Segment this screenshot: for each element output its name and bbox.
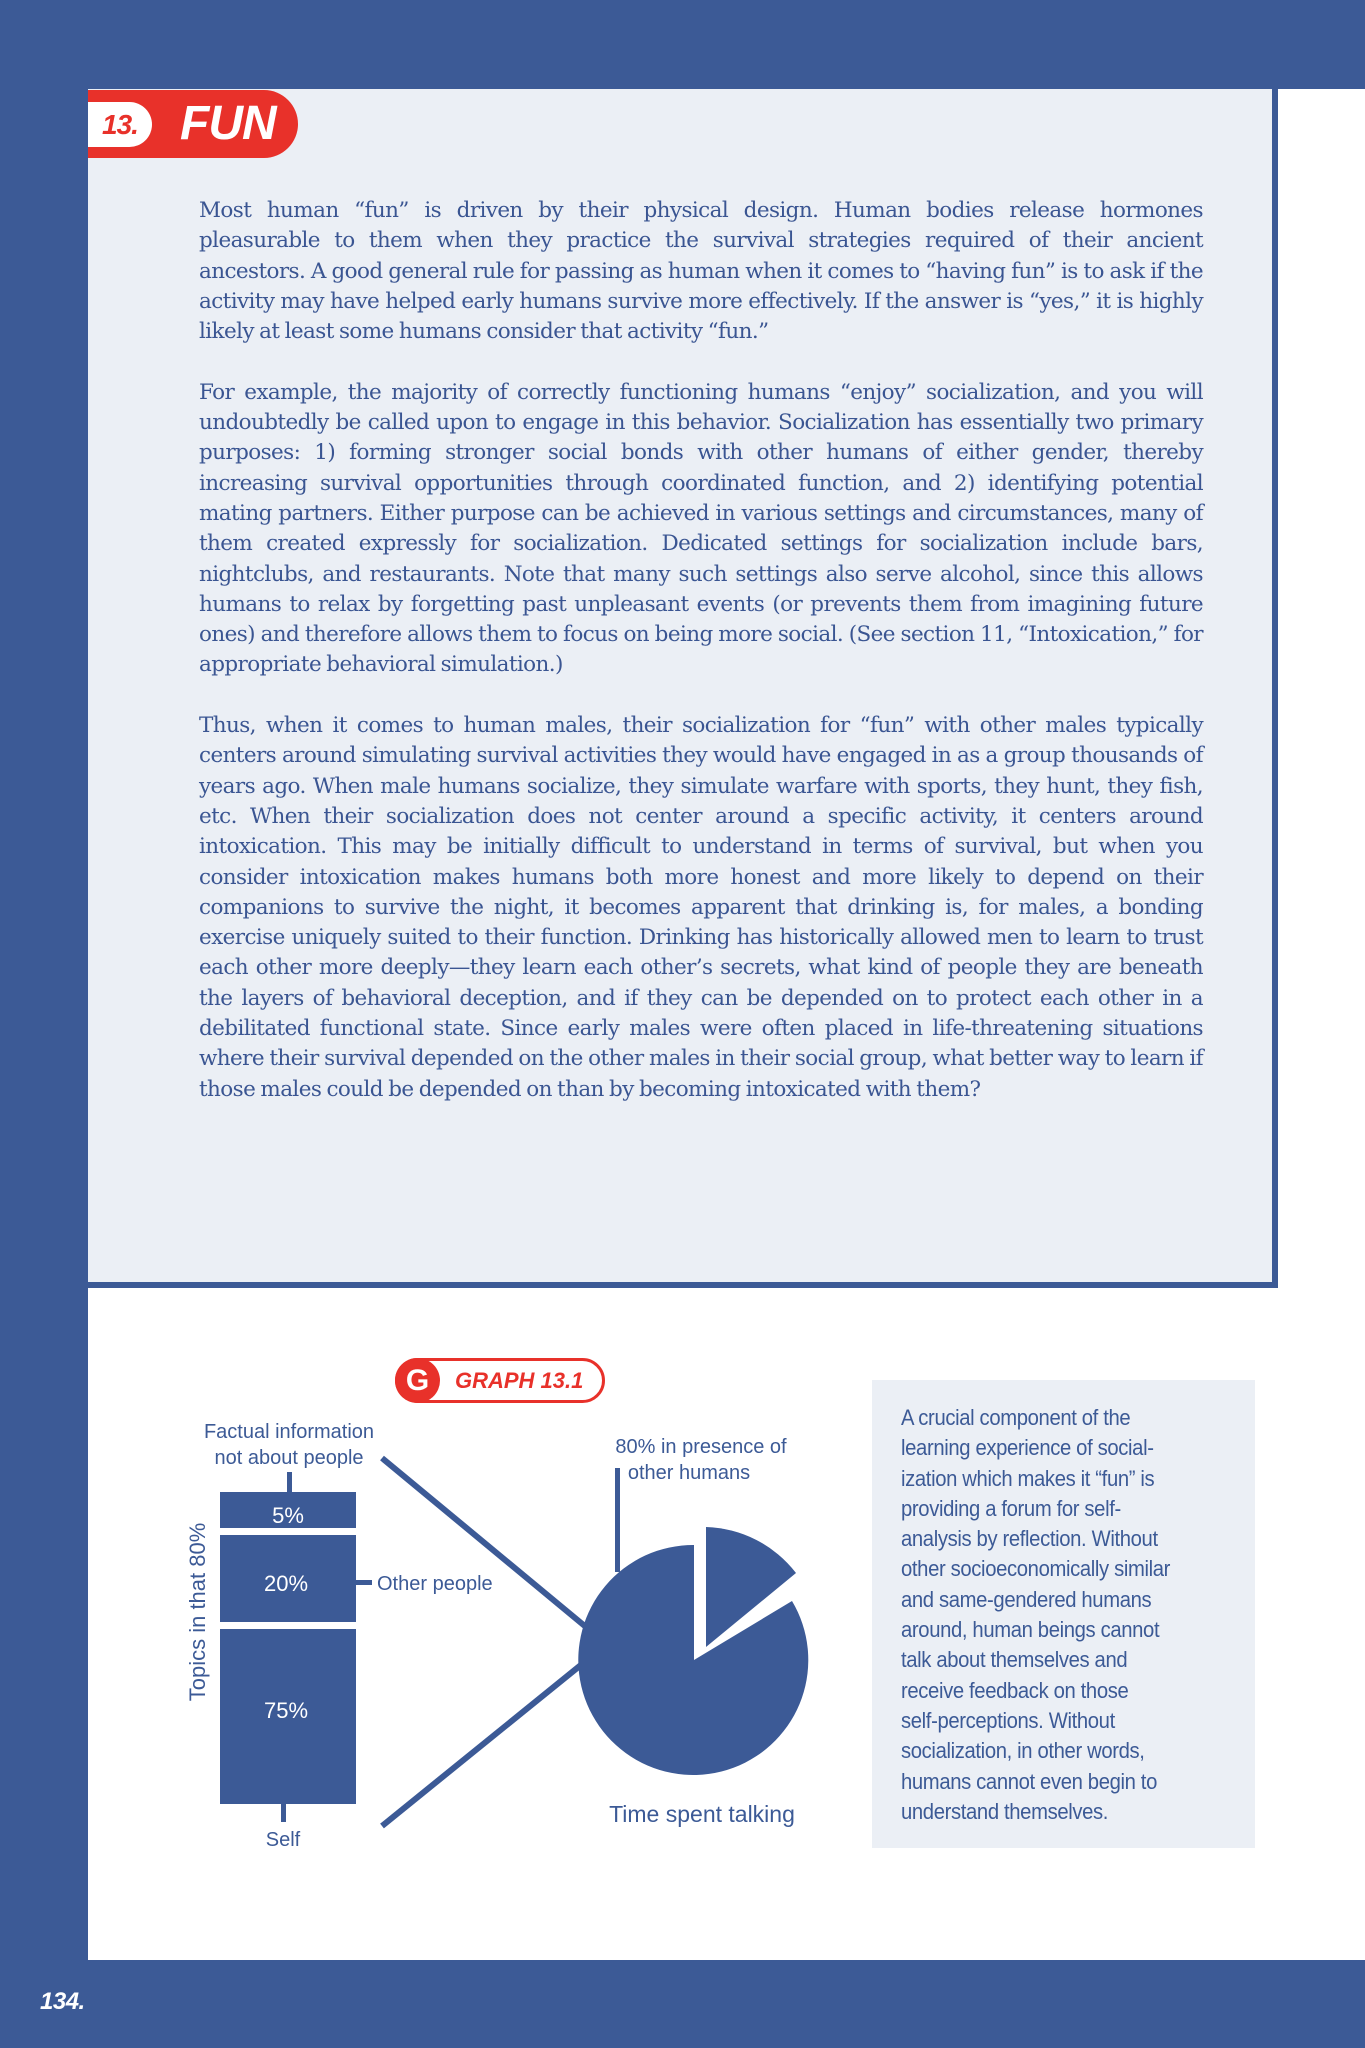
bar-value-20: 20% bbox=[263, 1571, 309, 1596]
tick-factual bbox=[287, 1472, 292, 1492]
caption-line: other socioeconomically similar bbox=[901, 1556, 1171, 1582]
page-number: 134. bbox=[40, 1988, 85, 2015]
caption-line: and same-gendered humans bbox=[901, 1586, 1152, 1612]
paragraph: Most human “fun” is driven by their physical design. Human bodies release hormones pleasurable to them when they practice the survival strategies required of their ancient ancestors. A good general rule for passing as human when it comes to “having fun” is to ask if the activity may have helped early humans survive more effectively. If the answer is “yes,” it is highly likely at least some humans consider that activity “fun.” bbox=[199, 198, 1203, 345]
caption-line: socialization, in other words, bbox=[901, 1738, 1145, 1764]
connector-line-lower bbox=[382, 1656, 592, 1826]
graph-g-icon: G bbox=[395, 1358, 440, 1403]
tick-other-people bbox=[356, 1580, 372, 1585]
caption-line: talk about themselves and bbox=[901, 1647, 1128, 1673]
bar-value-5: 5% bbox=[272, 1503, 304, 1528]
caption-line: A crucial component of the bbox=[901, 1405, 1131, 1430]
caption-line: receive feedback on those bbox=[901, 1677, 1129, 1703]
connector-line-upper bbox=[382, 1458, 592, 1632]
bar-value-75: 75% bbox=[263, 1698, 309, 1723]
caption-line: learning experience of social- bbox=[901, 1435, 1154, 1461]
caption-line: analysis by reflection. Without bbox=[901, 1526, 1158, 1552]
section-number: 13. bbox=[88, 102, 152, 147]
label-factual-line1: Factual information bbox=[203, 1421, 375, 1443]
paragraph: For example, the majority of correctly functioning humans “enjoy” socialization, and you will undoubtedly be called upon to engage in this behavior. Socialization has essentially two primary purposes: 1) forming stronger social bonds with other humans of either gender, thereby increasing survival opportunities through coordinated function, and 2) identifying potential mating partners. Either purpose can be achieved in various settings and circumstances, many of them created expressly for socialization. Dedicated settings for socialization include bars, nightclubs, and restaurants. Note that many such settings also serve alcohol, since this allows humans to relax by forgetting past unpleasant events (or prevents them from imagining future ones) and therefore allows them to focus on being more social. (See section 11, “Intoxication,” for appropriate behavioral simulation.) bbox=[199, 379, 1203, 678]
caption-line: self-perceptions. Without bbox=[901, 1707, 1115, 1733]
caption-line: around, human beings cannot bbox=[901, 1617, 1160, 1643]
pie-annotation-line1: 80% in presence of bbox=[615, 1436, 787, 1458]
tick-self bbox=[281, 1804, 286, 1822]
caption-line: understand themselves. bbox=[901, 1798, 1109, 1824]
caption-line: ization which makes it “fun” is bbox=[901, 1465, 1155, 1491]
section-title: FUN bbox=[180, 97, 276, 150]
pie-title: Time spent talking bbox=[609, 1801, 795, 1827]
footer-bar bbox=[0, 1960, 1365, 2048]
graph-caption-box bbox=[872, 1380, 1255, 1848]
graph-title: GRAPH 13.1 bbox=[455, 1368, 584, 1393]
bar-axis-label: Topics in that 80% bbox=[185, 1522, 210, 1702]
label-factual-line2: not about people bbox=[214, 1447, 364, 1469]
paragraph: Thus, when it comes to human males, their socialization for “fun” with other males typically centers around simulating survival activities they would have engaged in as a group thousands of years ago. When male humans socialize, they simulate warfare with sports, they hunt, they fish, etc. When their socialization does not center around a specific activity, it centers around intoxication. This may be initially difficult to understand in terms of survival, but when you consider intoxication makes humans both more honest and more likely to depend on their companions to survive the night, it becomes apparent that drinking is, for males, a bonding exercise uniquely suited to their function. Drinking has historically allowed men to learn to trust each other more deeply—they learn each other’s secrets, what kind of people they are beneath the layers of behavioral deception, and if they can be depended on to protect each other in a debilitated functional state. Since early males were often placed in life-threatening situations where their survival depended on the other males in their social group, what better way to learn if those males could be depended on than by becoming intoxicated with them? bbox=[199, 713, 1203, 1102]
graph-caption-text bbox=[901, 1403, 1246, 1827]
pie-annotation-line2: other humans bbox=[627, 1462, 751, 1484]
label-self: Self bbox=[265, 1829, 301, 1851]
tick-pie-annotation bbox=[615, 1468, 620, 1572]
label-other-people: Other people bbox=[377, 1573, 493, 1595]
caption-line: providing a forum for self- bbox=[901, 1495, 1121, 1521]
caption-line: humans cannot even begin to bbox=[901, 1768, 1157, 1794]
